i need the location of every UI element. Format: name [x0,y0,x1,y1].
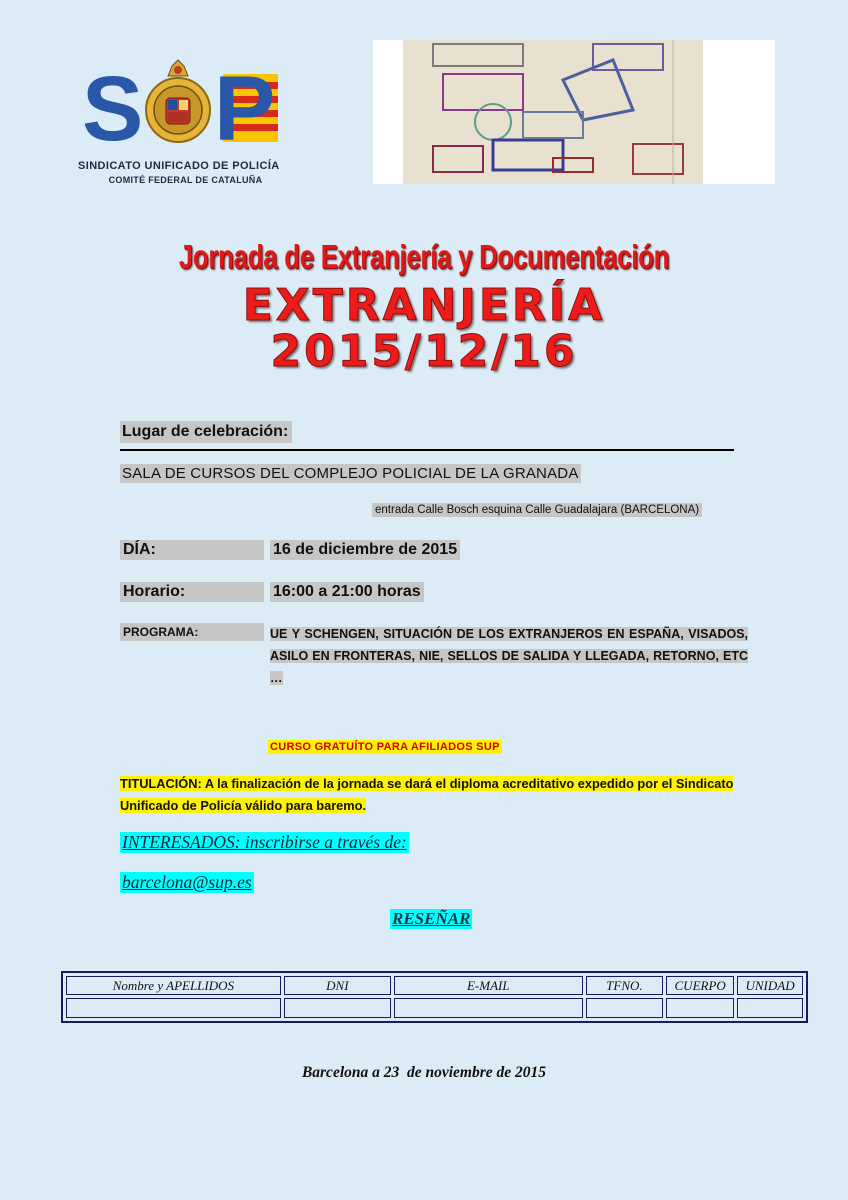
horario-label: Horario: [120,582,264,602]
logo-letter-p: P [214,58,276,160]
cell-unidad[interactable] [737,998,803,1018]
header-nombre: Nombre y APELLIDOS [66,976,281,995]
cell-email[interactable] [394,998,583,1018]
titulacion-paragraph [120,773,740,817]
header-tfno: TFNO. [586,976,664,995]
event-subtitle: EXTRANJERÍA [242,280,606,331]
logo-org-name: SINDICATO UNIFICADO DE POLICÍA [78,160,280,172]
table-header-row [66,976,803,995]
programa-label: PROGRAMA: [120,623,264,641]
header-email: E-MAIL [394,976,583,995]
passport-stamps-image [373,40,775,184]
programa-value [270,623,748,689]
dia-value: 16 de diciembre de 2015 [270,540,460,560]
free-course-banner: CURSO GRATUÍTO PARA AFILIADOS SUP [270,741,500,753]
cell-dni[interactable] [284,998,391,1018]
header-dni: DNI [284,976,391,995]
sup-logo-graphic [78,48,288,160]
footer-date: Barcelona a 23 de noviembre de 2015 [301,1064,547,1081]
logo-committee-name: COMITÉ FEDERAL DE CATALUÑA [108,175,263,185]
programa-text: UE Y SCHENGEN, SITUACIÓN DE LOS EXTRANJEROS EN ESPAÑA, VISADOS, ASILO EN FRONTERAS, NIE, SELLOS DE SALIDA Y LLEGADA, RETORNO, ETC … [270,627,748,685]
cell-nombre[interactable] [66,998,281,1018]
interesados-text: INTERESADOS: inscribirse a través de: [122,832,407,852]
cell-cuerpo[interactable] [666,998,734,1018]
logo-letter-s: S [82,58,144,160]
venue-name: SALA DE CURSOS DEL COMPLEJO POLICIAL DE LA GRANADA [122,465,579,482]
resenar-heading: RESEÑAR [392,909,471,928]
sup-logo [78,48,318,188]
cell-tfno[interactable] [586,998,664,1018]
table-row [66,998,803,1018]
header-unidad: UNIDAD [737,976,803,995]
lugar-label: Lugar de celebración: [120,421,292,443]
venue-address: entrada Calle Bosch esquina Calle Guadalajara (BARCELONA) [372,503,702,517]
dia-label: DÍA: [120,540,264,560]
event-title: Jornada de Extranjería y Documentación [178,238,670,275]
header-cuerpo: CUERPO [666,976,734,995]
event-date-title: 2015/12/16 [270,326,578,377]
titulacion-text: TITULACIÓN: A la finalización de la jornada se dará el diploma acreditativo expedido por el Sindicato Unificado de Policía válido para baremo. [120,776,734,813]
divider [120,449,734,451]
horario-value: 16:00 a 21:00 horas [270,582,424,602]
police-badge-icon [146,60,210,142]
registration-table [61,971,808,1023]
email-link[interactable]: barcelona@sup.es [122,872,252,892]
